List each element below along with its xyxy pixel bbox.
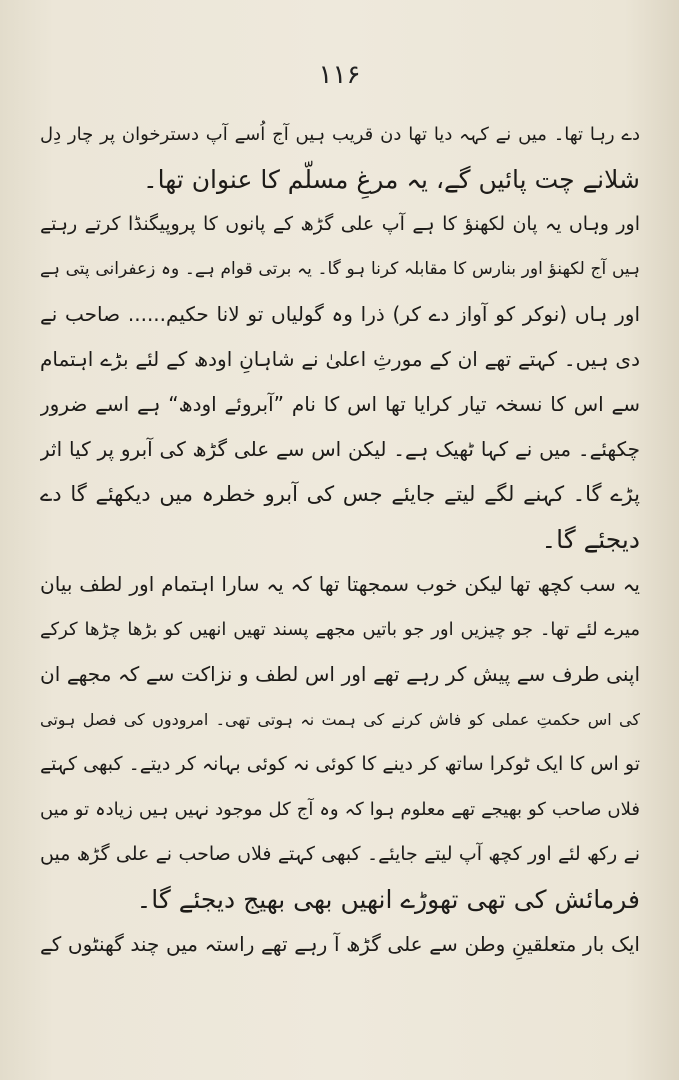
page-number: ۱۱۶	[318, 60, 361, 90]
body-text	[40, 112, 640, 967]
text-line: دی ہیں۔ کہتے تھے ان کے مورثِ اعلیٰ نے شاہانِ اودھ کے لئے بڑے اہتمام	[40, 347, 640, 371]
text-line: دیجئے گا۔	[541, 525, 640, 554]
text-line: شلانے چت پائیں گے، یہ مرغِ مسلّم کا عنوان تھا۔	[143, 165, 640, 194]
text-line: چکھئے۔ میں نے کہا ٹھیک ہے۔ لیکن اس سے علی گڑھ کی آبرو پر کیا اثر	[40, 437, 640, 461]
text-line: تو اس کا ایک ٹوکرا ساتھ کر دینے کا کوئی نہ کوئی بہانہ کر دیتے۔ کبھی کہتے	[40, 753, 640, 775]
text-line: نے رکھ لئے اور کچھ آپ لیتے جایئے۔ کبھی کہتے فلاں صاحب نے علی گڑھ میں	[40, 843, 640, 865]
text-line: پڑے گا۔ کہنے لگے لیتے جایئے جس کی آبرو خطرہ میں دیکھئے گا دے	[40, 482, 640, 506]
text-line: کی اس حکمتِ عملی کو فاش کرنے کی ہمت نہ ہوتی تھی۔ امرودوں کی فصل ہوتی	[40, 710, 640, 729]
text-line: اور وہاں یہ پان لکھنؤ کا ہے آپ علی گڑھ کے پانوں کا پروپیگنڈا کرتے رہتے	[40, 213, 640, 235]
text-line: دے رہا تھا۔ میں نے کہہ دیا تھا دن قریب ہیں آج اُسے آپ دسترخوان پر چار دِل	[40, 124, 640, 145]
text-line: اور ہاں (نوکر کو آواز دے کر) ذرا وہ گولیاں تو لانا حکیم...... صاحب نے	[40, 302, 640, 326]
text-line: فلاں صاحب کو بھیجے تھے معلوم ہوا کہ وہ آج کل موجود نہیں ہیں زیادہ تو میں	[40, 799, 640, 820]
text-line: یہ سب کچھ تھا لیکن خوب سمجھتا تھا کہ یہ سارا اہتمام اور لطف بیان	[40, 572, 640, 596]
text-line: میرے لئے تھا۔ جو چیزیں اور جو باتیں مجھے پسند تھیں انھیں کو بڑھا چڑھا کرکے	[40, 619, 640, 640]
text-line: فرمائش کی تھی تھوڑے انھیں بھی بھیج دیجئے گا۔	[136, 885, 640, 914]
text-line: ایک بار متعلقینِ وطن سے علی گڑھ آ رہے تھے راستہ میں چند گھنٹوں کے	[40, 932, 640, 956]
text-line: ہیں آج لکھنؤ اور بنارس کا مقابلہ کرنا ہو گا۔ یہ برتی قوام ہے۔ وہ زعفرانی پتی ہے	[40, 259, 640, 279]
text-line: سے اس کا نسخہ تیار کرایا تھا اس کا نام ”آبروئے اودھ“ ہے اسے ضرور	[40, 392, 640, 416]
text-line: اپنی طرف سے پیش کر رہے تھے اور اس لطف و نزاکت سے کہ مجھے ان	[40, 662, 640, 686]
